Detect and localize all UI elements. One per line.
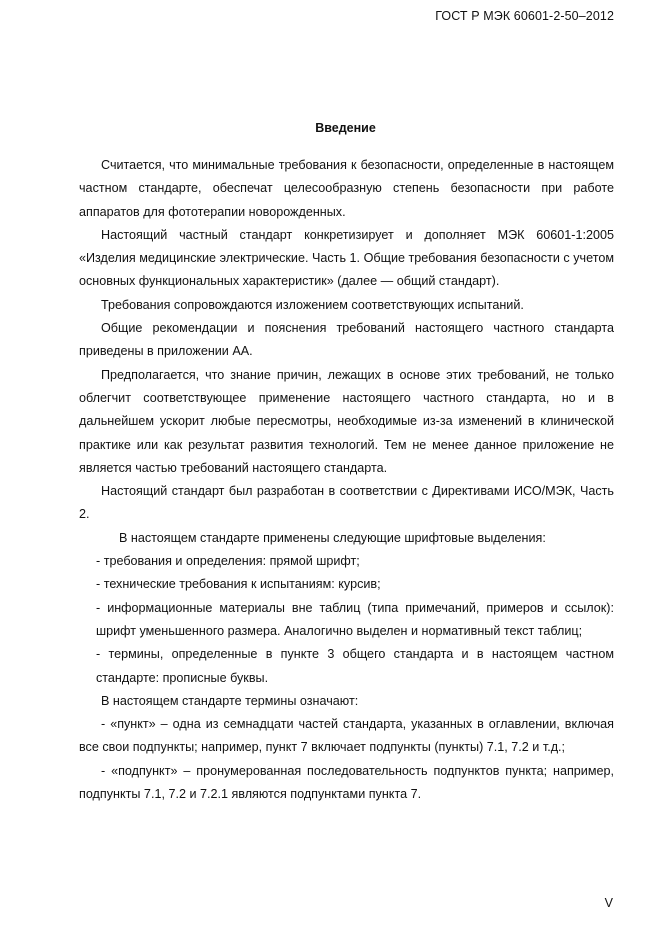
paragraph: Настоящий стандарт был разработан в соответствии с Директивами ИСО/МЭК, Часть 2. <box>79 484 614 522</box>
paragraph: Предполагается, что знание причин, лежащих в основе этих требований, не только облегчит соответствующее применение настоящего частного стандарта, но и в дальнейшем ускорит любые пересмотры, необходимые из-за изменений в клинической практике или как результат развития технологий. Тем не менее данное приложение не является частью требований настоящего стандарта. <box>79 367 614 475</box>
paragraph: В настоящем стандарте применены следующие шрифтовые выделения: <box>119 530 546 545</box>
section-title: Введение <box>315 121 376 135</box>
term-definition: - «пункт» – одна из семнадцати частей стандарта, указанных в оглавлении, включая все свои подпункты; например, пункт 7 включает подпункты (пункты) 7.1, 7.2 и т.д.; <box>79 717 614 755</box>
term-definition: - «подпункт» – пронумерованная последовательность подпунктов пункта; например, подпункты 7.1, 7.2 и 7.2.1 являются подпунктами пункта 7. <box>79 763 614 802</box>
list-item: - термины, определенные в пункте 3 общего стандарта и в настоящем частном стандарте: прописные буквы. <box>96 647 614 685</box>
paragraph: В настоящем стандарте термины означают: <box>101 693 359 708</box>
paragraph: Требования сопровождаются изложением соответствующих испытаний. <box>101 297 524 312</box>
paragraph: Настоящий частный стандарт конкретизирует и дополняет МЭК 60601-1:2005 «Изделия медицинские электрические. Часть 1. Общие требования безопасности с учетом основных функциональных характеристик» (далее — общий стандарт). <box>79 227 614 289</box>
document-body <box>79 154 614 806</box>
paragraph: Общие рекомендации и пояснения требований настоящего частного стандарта приведены в приложении АА. <box>79 321 614 359</box>
list-item: - информационные материалы вне таблиц (типа примечаний, примеров и ссылок): шрифт уменьшенного размера. Аналогично выделен и нормативный текст таблиц; <box>96 600 614 638</box>
list-item: - требования и определения: прямой шрифт; <box>96 554 360 569</box>
list-item: - технические требования к испытаниям: курсив; <box>96 577 381 592</box>
page-number: V <box>604 896 613 910</box>
paragraph: Считается, что минимальные требования к безопасности, определенные в настоящем частном стандарте, обеспечат целесообразную степень безопасности при работе аппаратов для фототерапии новорожденных. <box>79 158 614 219</box>
document-header: ГОСТ Р МЭК 60601-2-50–2012 <box>435 9 614 23</box>
